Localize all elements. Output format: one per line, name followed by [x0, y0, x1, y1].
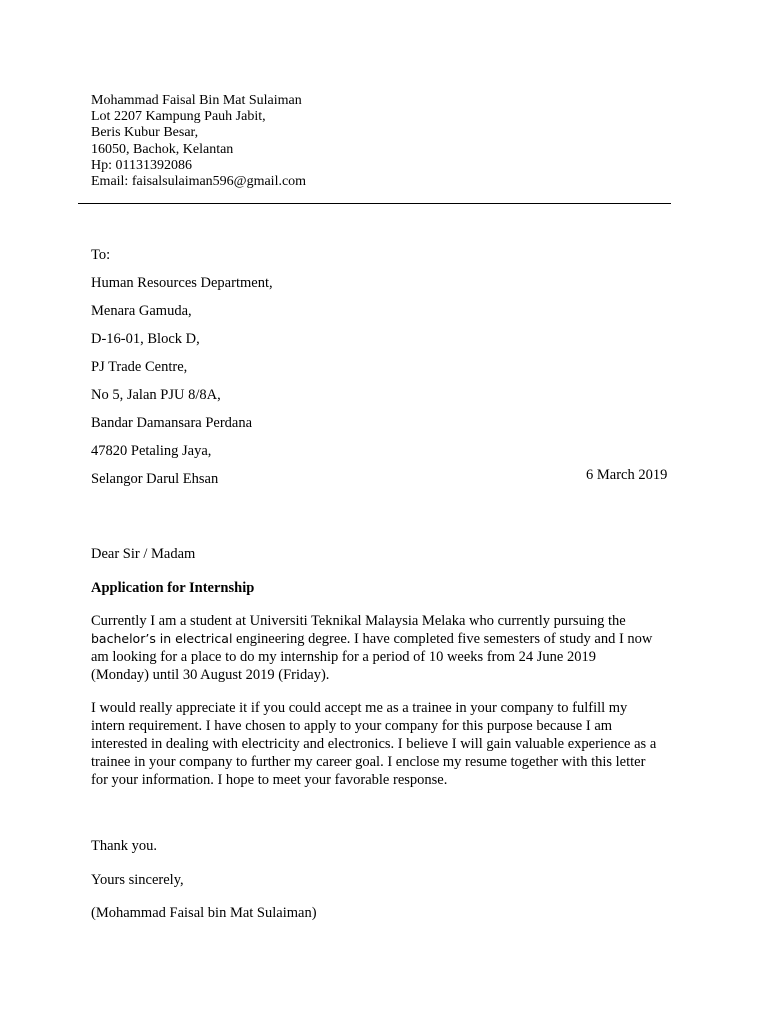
sender-block: [91, 93, 306, 190]
paragraph-1: [91, 612, 691, 684]
header-divider: [78, 203, 671, 204]
sender-phone: Hp: 01131392086: [91, 157, 192, 173]
paragraph-2-line: interested in dealing with electricity and electronics. I believe I will gain valuable experience as a: [91, 736, 657, 752]
paragraph-2-line: for your information. I hope to meet your favorable response.: [91, 772, 448, 788]
sender-address-line-1: Lot 2207 Kampung Pauh Jabit,: [91, 109, 266, 125]
recipient-line: PJ Trade Centre,: [91, 359, 188, 375]
signature-name: (Mohammad Faisal bin Mat Sulaiman): [91, 905, 317, 921]
recipient-to-label: To:: [91, 247, 111, 263]
paragraph-1-line-rest: engineering degree. I have completed five semesters of study and I now: [232, 631, 653, 647]
closing-sign-off: Yours sincerely,: [91, 872, 184, 888]
paragraph-2-line: trainee in your company to further my career goal. I enclose my resume together with this letter: [91, 754, 646, 770]
recipient-line: D-16-01, Block D,: [91, 331, 200, 347]
paragraph-2: [91, 699, 691, 789]
sender-email: Email: faisalsulaiman596@gmail.com: [91, 174, 307, 190]
closing-thanks: Thank you.: [91, 838, 158, 854]
recipient-line: Selangor Darul Ehsan: [91, 471, 219, 487]
paragraph-1-line: am looking for a place to do my internship for a period of 10 weeks from 24 June 2019: [91, 649, 596, 665]
sender-name: Mohammad Faisal Bin Mat Sulaiman: [91, 93, 302, 108]
paragraph-2-line: intern requirement. I have chosen to apply to your company for this purpose because I am: [91, 718, 613, 734]
sender-address-line-3: 16050, Bachok, Kelantan: [91, 141, 234, 157]
paragraph-1-line: (Monday) until 30 August 2019 (Friday).: [91, 667, 330, 683]
letter-date: 6 March 2019: [586, 467, 668, 483]
recipient-block: [91, 241, 273, 493]
paragraph-1-line: [91, 630, 691, 648]
paragraph-2-line: I would really appreciate it if you could accept me as a trainee in your company to fulfill my: [91, 700, 628, 716]
recipient-line: 47820 Petaling Jaya,: [91, 443, 212, 459]
recipient-line: No 5, Jalan PJU 8/8A,: [91, 387, 221, 403]
recipient-line: Bandar Damansara Perdana: [91, 415, 253, 431]
recipient-line: Human Resources Department,: [91, 275, 273, 291]
paragraph-1-line: Currently I am a student at Universiti Teknikal Malaysia Melaka who currently pursuing the: [91, 613, 626, 629]
subject-heading: Application for Internship: [91, 580, 255, 596]
salutation: Dear Sir / Madam: [91, 546, 196, 562]
recipient-line: Menara Gamuda,: [91, 303, 192, 319]
sender-address-line-2: Beris Kubur Besar,: [91, 125, 199, 141]
paragraph-1-line-prefix: bachelor’s in electrical: [91, 631, 233, 646]
